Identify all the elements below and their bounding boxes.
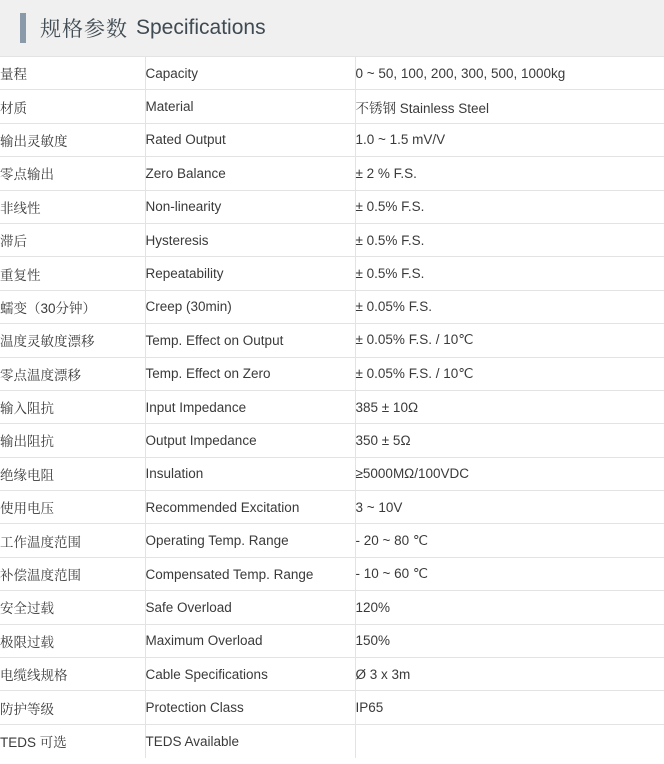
table-row xyxy=(0,123,664,156)
spec-label-zh: 安全过载 xyxy=(0,591,145,624)
specifications-table xyxy=(0,56,664,758)
spec-label-en: Repeatability xyxy=(145,257,355,290)
spec-value: 350 ± 5Ω xyxy=(355,424,664,457)
spec-value: ± 0.5% F.S. xyxy=(355,190,664,223)
spec-label-en: Insulation xyxy=(145,457,355,490)
spec-label-zh: 量程 xyxy=(0,57,145,90)
spec-label-zh: 绝缘电阻 xyxy=(0,457,145,490)
spec-label-en: Rated Output xyxy=(145,123,355,156)
table-row xyxy=(0,390,664,423)
spec-label-en: Temp. Effect on Output xyxy=(145,324,355,357)
page-title-zh: 规格参数 xyxy=(40,18,128,41)
table-row xyxy=(0,724,664,757)
spec-value: Ø 3 x 3m xyxy=(355,658,664,691)
table-row xyxy=(0,424,664,457)
spec-label-zh: 温度灵敏度漂移 xyxy=(0,324,145,357)
table-row xyxy=(0,90,664,123)
spec-value: 不锈钢 Stainless Steel xyxy=(355,90,664,123)
table-row xyxy=(0,157,664,190)
table-row xyxy=(0,324,664,357)
spec-label-en: Temp. Effect on Zero xyxy=(145,357,355,390)
table-row xyxy=(0,57,664,90)
table-row xyxy=(0,290,664,323)
spec-label-zh: 输入阻抗 xyxy=(0,390,145,423)
spec-label-zh: TEDS 可选 xyxy=(0,735,67,751)
spec-label-zh: 补偿温度范围 xyxy=(0,557,145,590)
spec-value: 1.0 ~ 1.5 mV/V xyxy=(355,123,664,156)
spec-label-zh: 重复性 xyxy=(0,257,145,290)
spec-value: 120% xyxy=(355,591,664,624)
spec-label-en: Creep (30min) xyxy=(145,290,355,323)
spec-label-zh: 输出阻抗 xyxy=(0,424,145,457)
spec-value: ± 0.05% F.S. / 10℃ xyxy=(355,324,664,357)
table-row xyxy=(0,357,664,390)
spec-value: ± 0.5% F.S. xyxy=(355,257,664,290)
spec-label-en: Cable Specifications xyxy=(145,658,355,691)
spec-label-zh: 工作温度范围 xyxy=(0,524,145,557)
spec-label-zh: 防护等级 xyxy=(0,691,145,724)
spec-label-zh: 滞后 xyxy=(0,223,145,256)
spec-label-zh: 零点输出 xyxy=(0,157,145,190)
specifications-header xyxy=(0,0,664,56)
table-row xyxy=(0,524,664,557)
spec-value: IP65 xyxy=(355,691,664,724)
spec-label-en: Recommended Excitation xyxy=(145,491,355,524)
spec-label-en: Material xyxy=(145,90,355,123)
spec-value: 150% xyxy=(355,624,664,657)
spec-label-en: Safe Overload xyxy=(145,591,355,624)
table-row xyxy=(0,190,664,223)
table-row xyxy=(0,557,664,590)
spec-label-en: Capacity xyxy=(145,57,355,90)
spec-label-en: Hysteresis xyxy=(145,223,355,256)
spec-label-zh: 材质 xyxy=(0,90,145,123)
table-row xyxy=(0,658,664,691)
spec-label-zh: 零点温度漂移 xyxy=(0,357,145,390)
table-row xyxy=(0,257,664,290)
spec-value: 0 ~ 50, 100, 200, 300, 500, 1000kg xyxy=(355,57,664,90)
spec-label-en: Protection Class xyxy=(145,691,355,724)
spec-value xyxy=(355,724,664,757)
spec-label-zh: 极限过载 xyxy=(0,624,145,657)
spec-value: 3 ~ 10V xyxy=(355,491,664,524)
table-row xyxy=(0,691,664,724)
spec-value: ± 0.5% F.S. xyxy=(355,223,664,256)
spec-label-en: Input Impedance xyxy=(145,390,355,423)
spec-label-zh: 使用电压 xyxy=(0,491,145,524)
table-row xyxy=(0,624,664,657)
spec-label-en: Zero Balance xyxy=(145,157,355,190)
table-row xyxy=(0,457,664,490)
spec-value: - 10 ~ 60 ℃ xyxy=(355,557,664,590)
page-title-en: Specifications xyxy=(136,16,266,39)
spec-value: 385 ± 10Ω xyxy=(355,390,664,423)
spec-label-zh: 电缆线规格 xyxy=(0,658,145,691)
spec-label-en: Output Impedance xyxy=(145,424,355,457)
accent-bar xyxy=(20,13,26,43)
spec-label-zh: 蠕变（30分钟） xyxy=(0,290,145,323)
spec-value: ≥5000MΩ/100VDC xyxy=(355,457,664,490)
spec-label-en: Operating Temp. Range xyxy=(145,524,355,557)
spec-value: ± 0.05% F.S. / 10℃ xyxy=(355,357,664,390)
spec-value: ± 0.05% F.S. xyxy=(355,290,664,323)
spec-label-en: Compensated Temp. Range xyxy=(145,557,355,590)
table-row xyxy=(0,591,664,624)
spec-value: - 20 ~ 80 ℃ xyxy=(355,524,664,557)
table-row xyxy=(0,491,664,524)
spec-label-zh: 非线性 xyxy=(0,190,145,223)
spec-value: ± 2 % F.S. xyxy=(355,157,664,190)
spec-label-en: Non-linearity xyxy=(145,190,355,223)
spec-label-zh: 输出灵敏度 xyxy=(0,123,145,156)
table-row xyxy=(0,223,664,256)
spec-label-en: Maximum Overload xyxy=(145,624,355,657)
spec-label-en: TEDS Available xyxy=(145,724,355,757)
